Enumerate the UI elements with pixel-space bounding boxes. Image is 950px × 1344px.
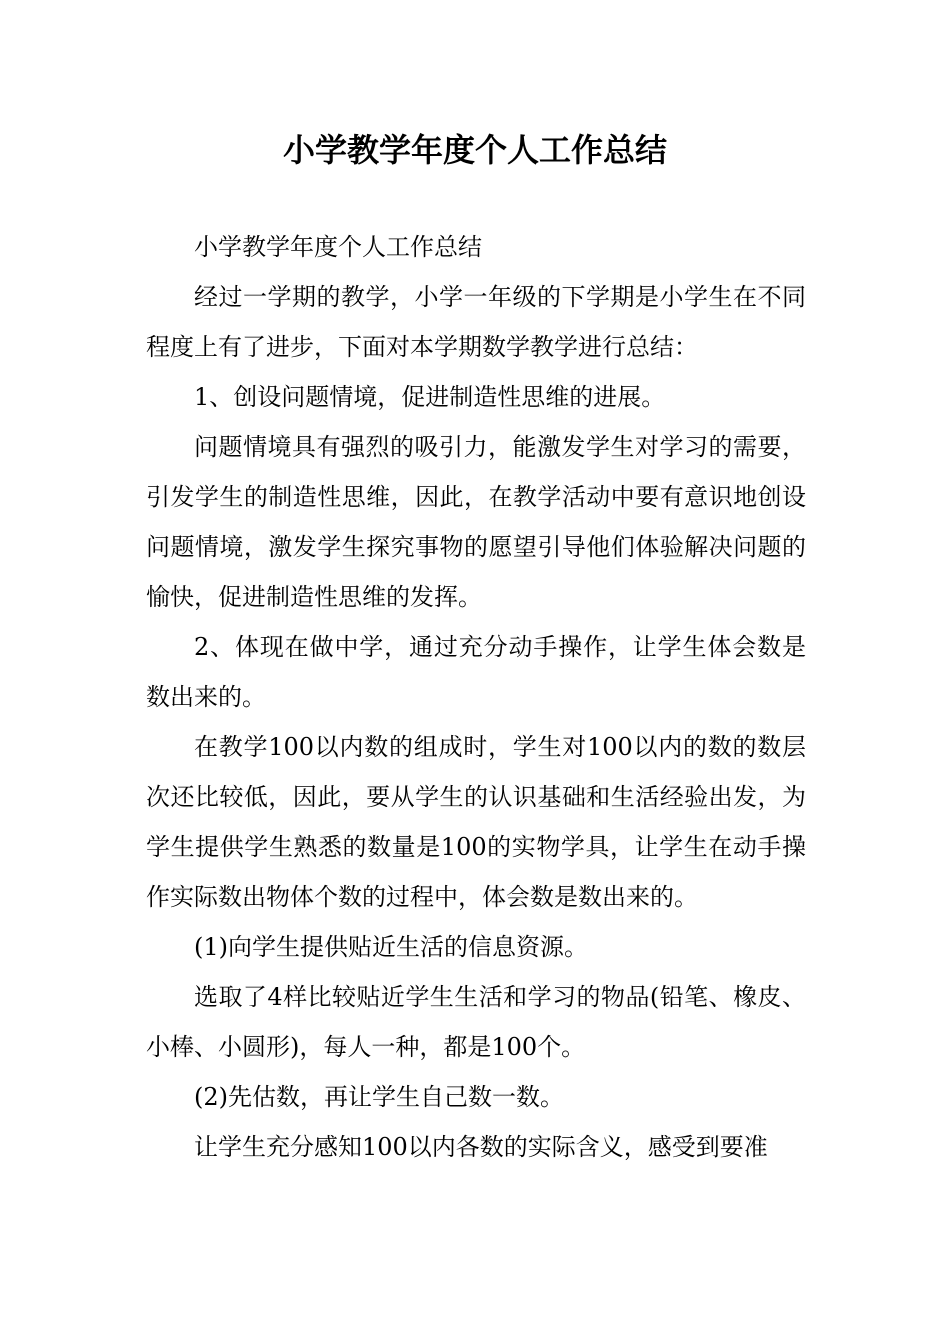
document-body [146, 222, 806, 1172]
paragraph-problem-situation: 问题情境具有强烈的吸引力，能激发学生对学习的需要，引发学生的制造性思维，因此，在教学活动中要有意识地创设问题情境，激发学生探究事物的愿望引导他们体验解决问题的愉快，促进制造性思维的发挥。 [146, 433, 806, 611]
paragraph-intro: 经过一学期的教学，小学一年级的下学期是小学生在不同程度上有了进步，下面对本学期数学教学进行总结： [146, 283, 806, 361]
paragraph-materials: 选取了4样比较贴近学生生活和学习的物品(铅笔、橡皮、小棒、小圆形)，每人一种，都是100个。 [146, 983, 806, 1061]
paragraph-number-composition: 在教学100以内数的组成时，学生对100以内的数的数层次还比较低，因此，要从学生的认识基础和生活经验出发，为学生提供学生熟悉的数量是100的实物学具，让学生在动手操作实际数出物体个数的过程中，体会数是数出来的。 [146, 733, 806, 911]
paragraph-subheading-1: (1)向学生提供贴近生活的信息资源。 [194, 933, 588, 961]
paragraph-heading-1: 1、创设问题情境，促进制造性思维的进展。 [194, 383, 666, 411]
paragraph-perception: 让学生充分感知100以内各数的实际含义，感受到要准 [194, 1133, 768, 1161]
paragraph-subheading-2: (2)先估数，再让学生自己数一数。 [194, 1083, 564, 1111]
paragraph-heading-2: 2、体现在做中学，通过充分动手操作，让学生体会数是数出来的。 [146, 633, 806, 711]
paragraph-subtitle: 小学教学年度个人工作总结 [194, 233, 482, 261]
document-title: 小学教学年度个人工作总结 [282, 131, 667, 169]
